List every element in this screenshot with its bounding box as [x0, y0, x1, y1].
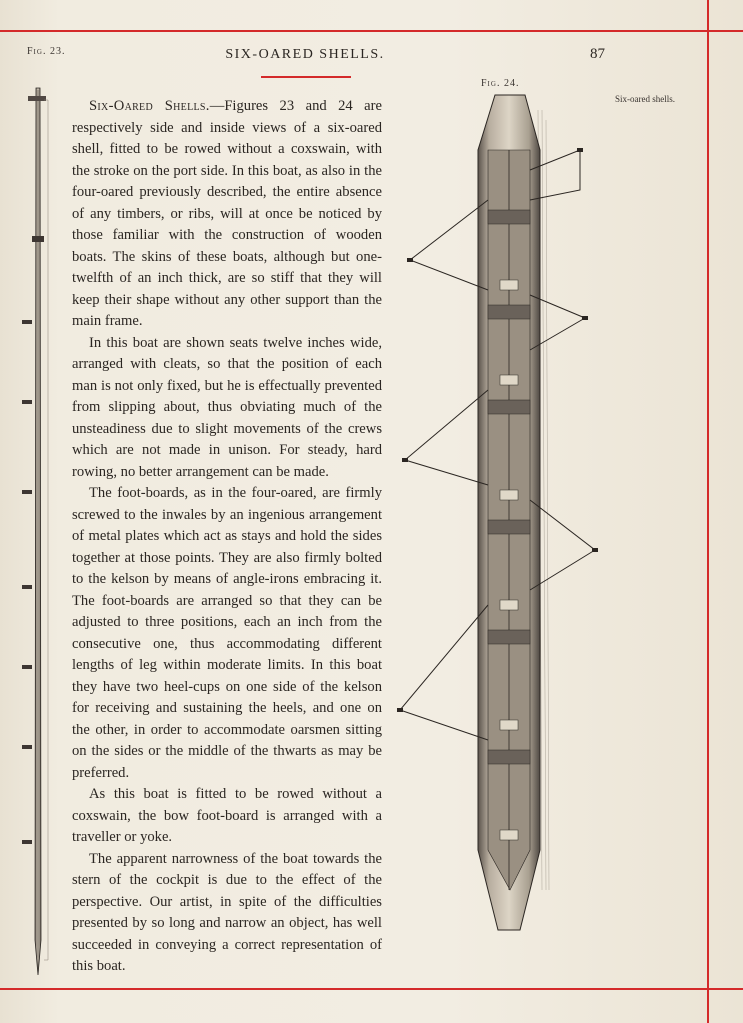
fig-23-label: Fig. 23.: [27, 46, 66, 57]
paragraph-4: As this boat is fitted to be rowed without a coxswain, the bow foot-board is arranged with a traveller or yoke.: [72, 786, 382, 845]
fig-24-label: Fig. 24.: [481, 78, 520, 89]
margin-note: Six-oared shells.: [615, 94, 675, 104]
fig-24-inside-view-illustration: [390, 90, 620, 940]
paragraph-1-text: —Figures 23 and 24 are respectively side and inside views of a six-oared shell, fitted to be rowed without a coxswain, with the stroke on the port side. In this boat, as also in the four-oared previously described, the entire absence of any timbers, or ribs, will at once be noticed by those familiar with the construction of wooden boats. The skins of these boats, although but one-twelfth of an inch thick, are so stiff that they will keep their shape without any other support than the main frame.: [72, 98, 382, 329]
section-heading: Six-Oared Shells.: [89, 98, 210, 114]
body-text: [72, 96, 382, 978]
title-underline: [261, 76, 351, 78]
fig-23-side-view-illustration: [14, 80, 60, 980]
paragraph-3: The foot-boards, as in the four-oared, are firmly screwed to the inwales by an ingenious arrangement of metal plates which act as stays and hold the sides together at those points. They are also firmly bolted to the kelson by means of angle-irons embracing it. The foot-boards are arranged so that they can be adjusted to three positions, each an inch from the consecutive one, thus accommodating different lengths of leg within moderate limits. In this boat they have two heel-cups on one side of the kelson for receiving and sustaining the heels, and one on the other, in order to accommodate oarsmen sitting on the sides or the middle of the thwarts as may be preferred.: [72, 485, 382, 781]
page-number: 87: [590, 46, 605, 62]
paragraph-2: In this boat are shown seats twelve inches wide, arranged with cleats, so that the position of each man is not only fixed, but he is effectually prevented from slipping about, thus obviating much of the unsteadiness due to slight movements of the crews which are not made in unison. For steady, hard rowing, no better arrangement can be made.: [72, 334, 382, 480]
paragraph-5: The apparent narrowness of the boat towards the stern of the cockpit is due to the effect of the perspective. Our artist, in spite of the difficulties presented by so long and narrow an object, has well succeeded in conveying a correct representation of this boat.: [72, 850, 382, 974]
paragraph-1: [72, 96, 382, 333]
bottom-red-rule: [0, 988, 743, 990]
right-red-rule: [707, 0, 709, 1023]
top-red-rule: [0, 30, 743, 32]
running-title: SIX-OARED SHELLS.: [225, 47, 385, 62]
